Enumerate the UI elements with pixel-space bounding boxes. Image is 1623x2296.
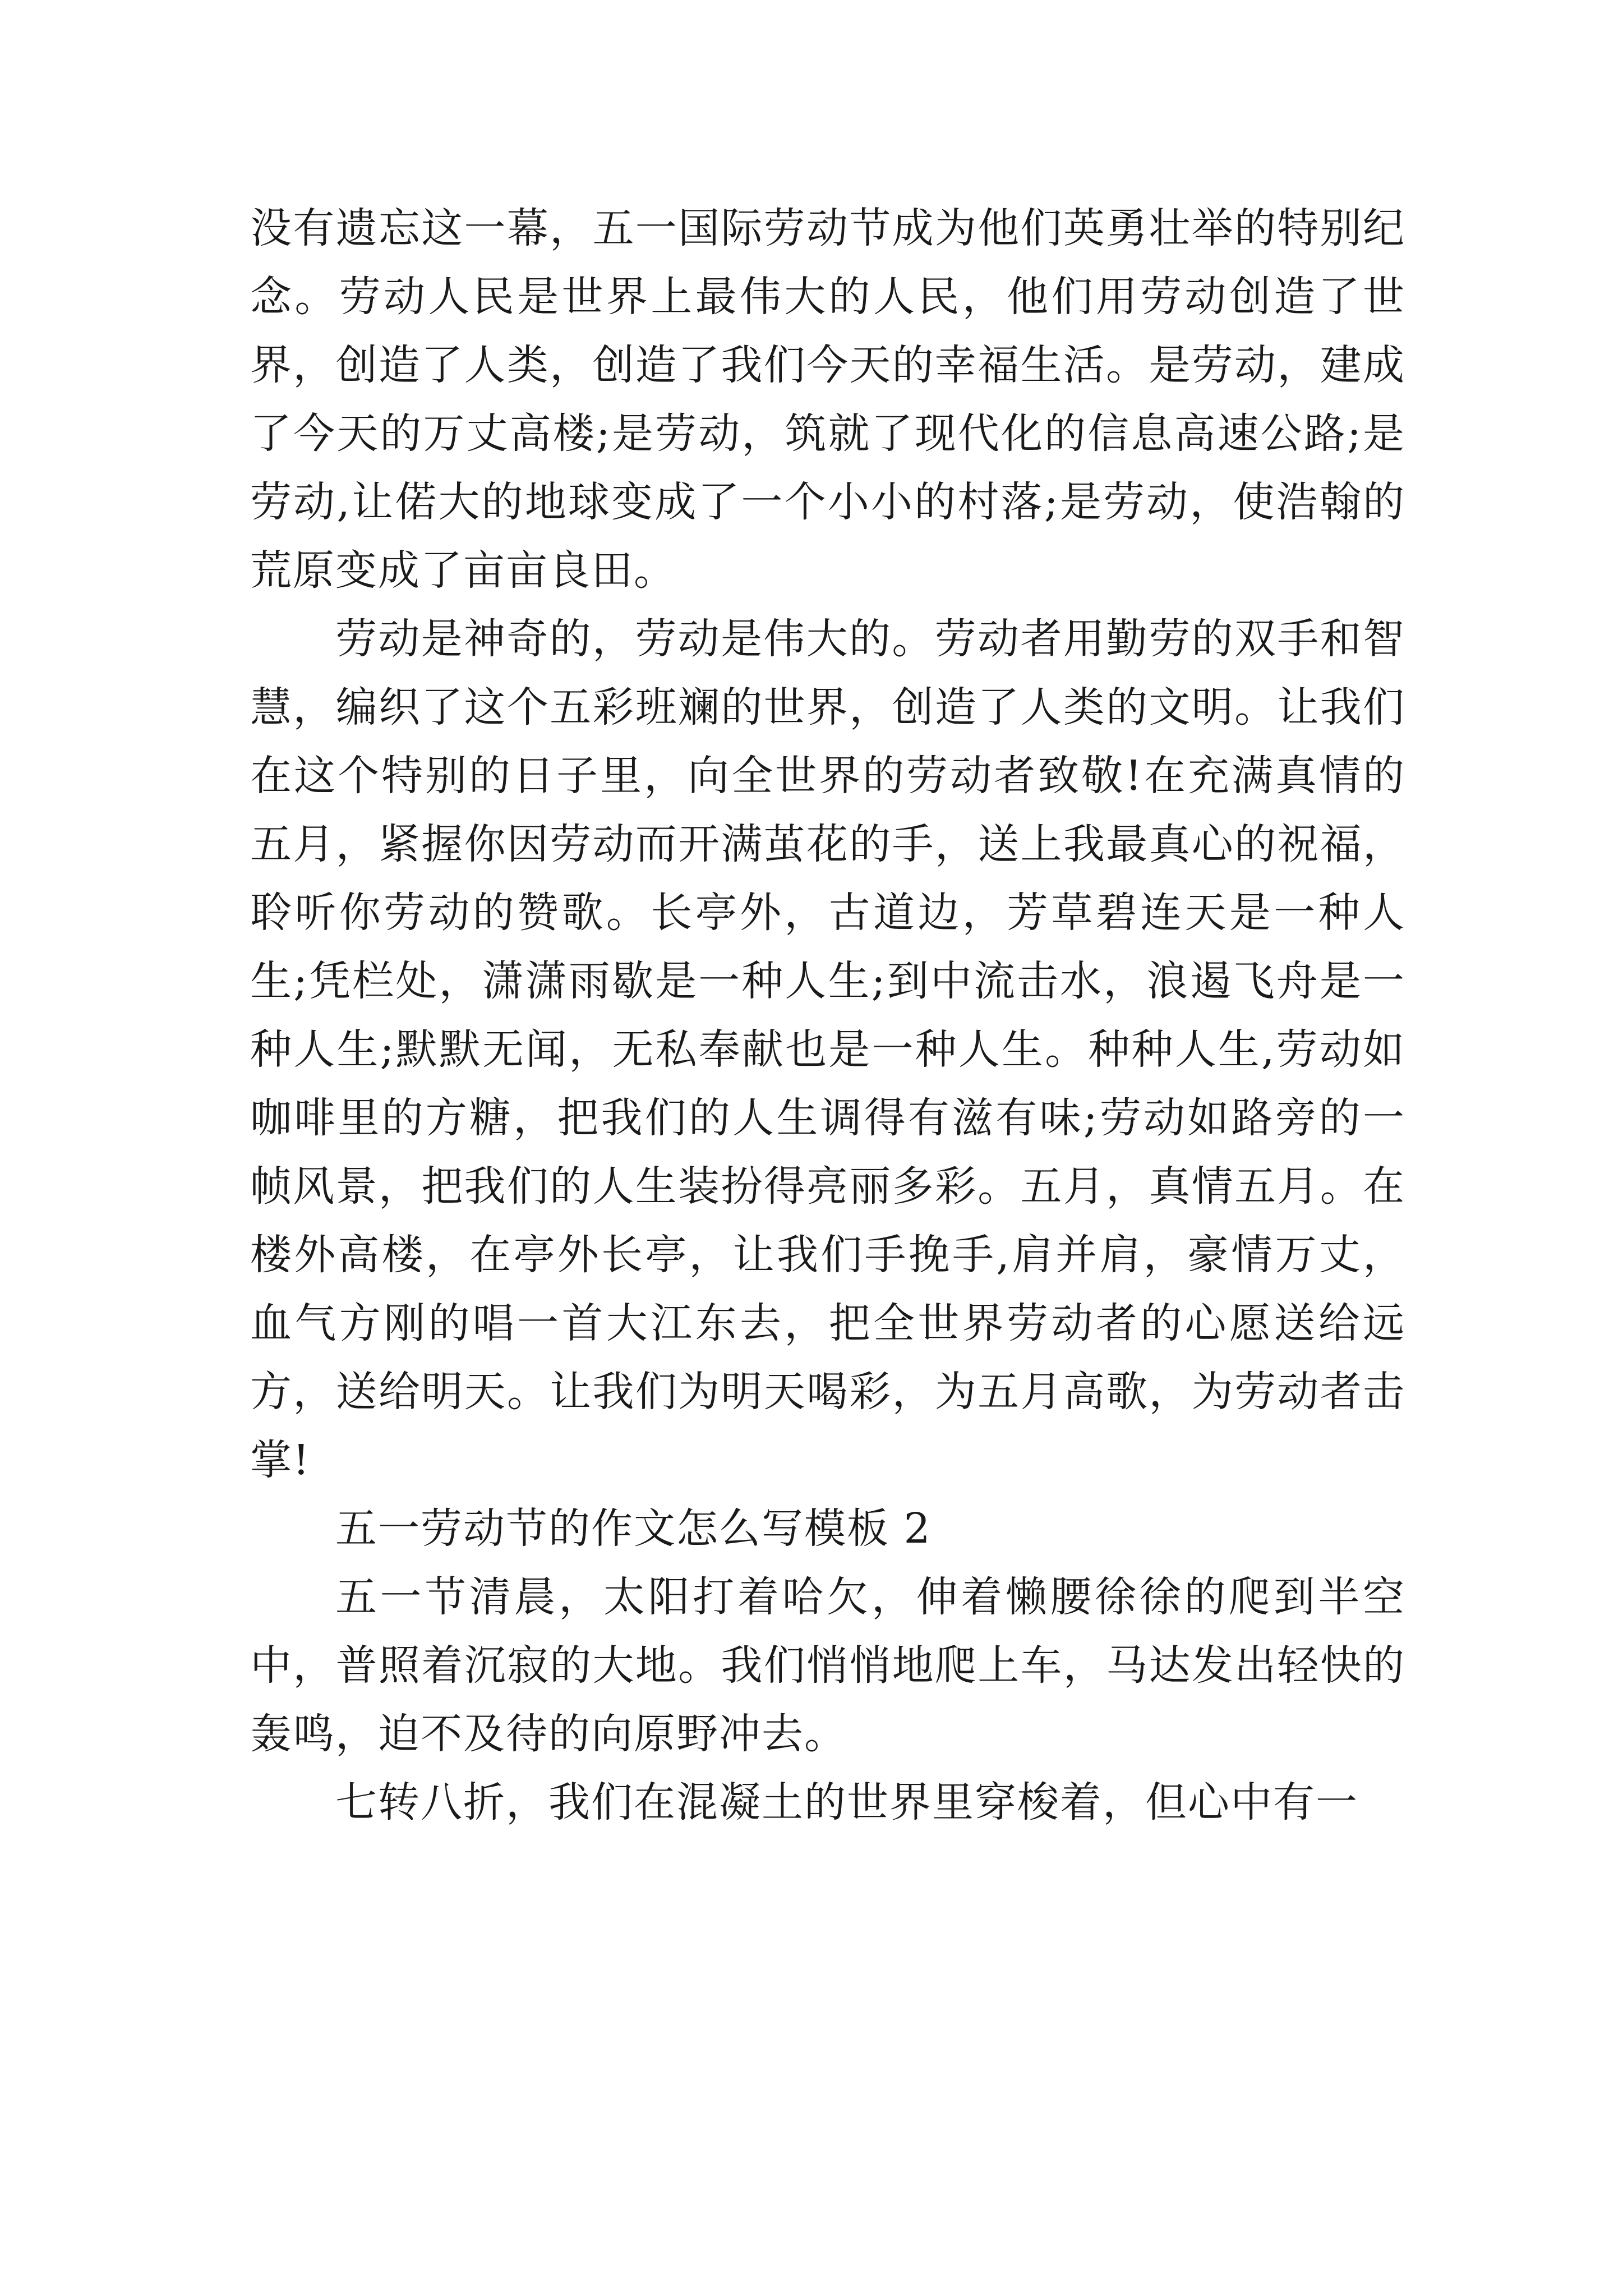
section-heading: 五一劳动节的作文怎么写模板 2 — [335, 1504, 932, 1553]
paragraph-3: 五一节清晨，太阳打着哈欠，伸着懒腰徐徐的爬到半空中，普照着沉寂的大地。我们悄悄地爬上车，马达发出轻快的轰鸣，迫不及待的向原野冲去。 — [250, 1573, 1405, 1758]
paragraph-4: 七转八折，我们在混凝土的世界里穿梭着，但心中有一 — [335, 1778, 1358, 1826]
paragraph-1: 没有遗忘这一幕，五一国际劳动节成为他们英勇壮举的特别纪念。劳动人民是世界上最伟大的人民，他们用劳动创造了世界，创造了人类，创造了我们今天的幸福生活。是劳动，建成了今天的万丈高楼;是劳动，筑就了现代化的信息高速公路;是劳动,让偌大的地球变成了一个小小的村落;是劳动，使浩翰的荒原变成了亩亩良田。 — [250, 204, 1405, 595]
paragraph-2: 劳动是神奇的，劳动是伟大的。劳动者用勤劳的双手和智慧，编织了这个五彩班斓的世界，创造了人类的文明。让我们在这个特别的日子里，向全世界的劳动者致敬!在充满真情的五月，紧握你因劳动而开满茧花的手，送上我最真心的祝福，聆听你劳动的赞歌。长亭外，古道边，芳草碧连天是一种人生;凭栏处，潇潇雨歇是一种人生;到中流击水，浪遏飞舟是一种人生;默默无闻，无私奉献也是一种人生。种种人生,劳动如咖啡里的方糖，把我们的人生调得有滋有味;劳动如路旁的一帧风景，把我们的人生装扮得亮丽多彩。五月，真情五月。在楼外高楼，在亭外长亭，让我们手挽手,肩并肩，豪情万丈，血气方刚的唱一首大江东去，把全世界劳动者的心愿送给远方，送给明天。让我们为明天喝彩，为五月高歌，为劳动者击掌! — [250, 615, 1405, 1484]
document-body — [250, 194, 1405, 1837]
